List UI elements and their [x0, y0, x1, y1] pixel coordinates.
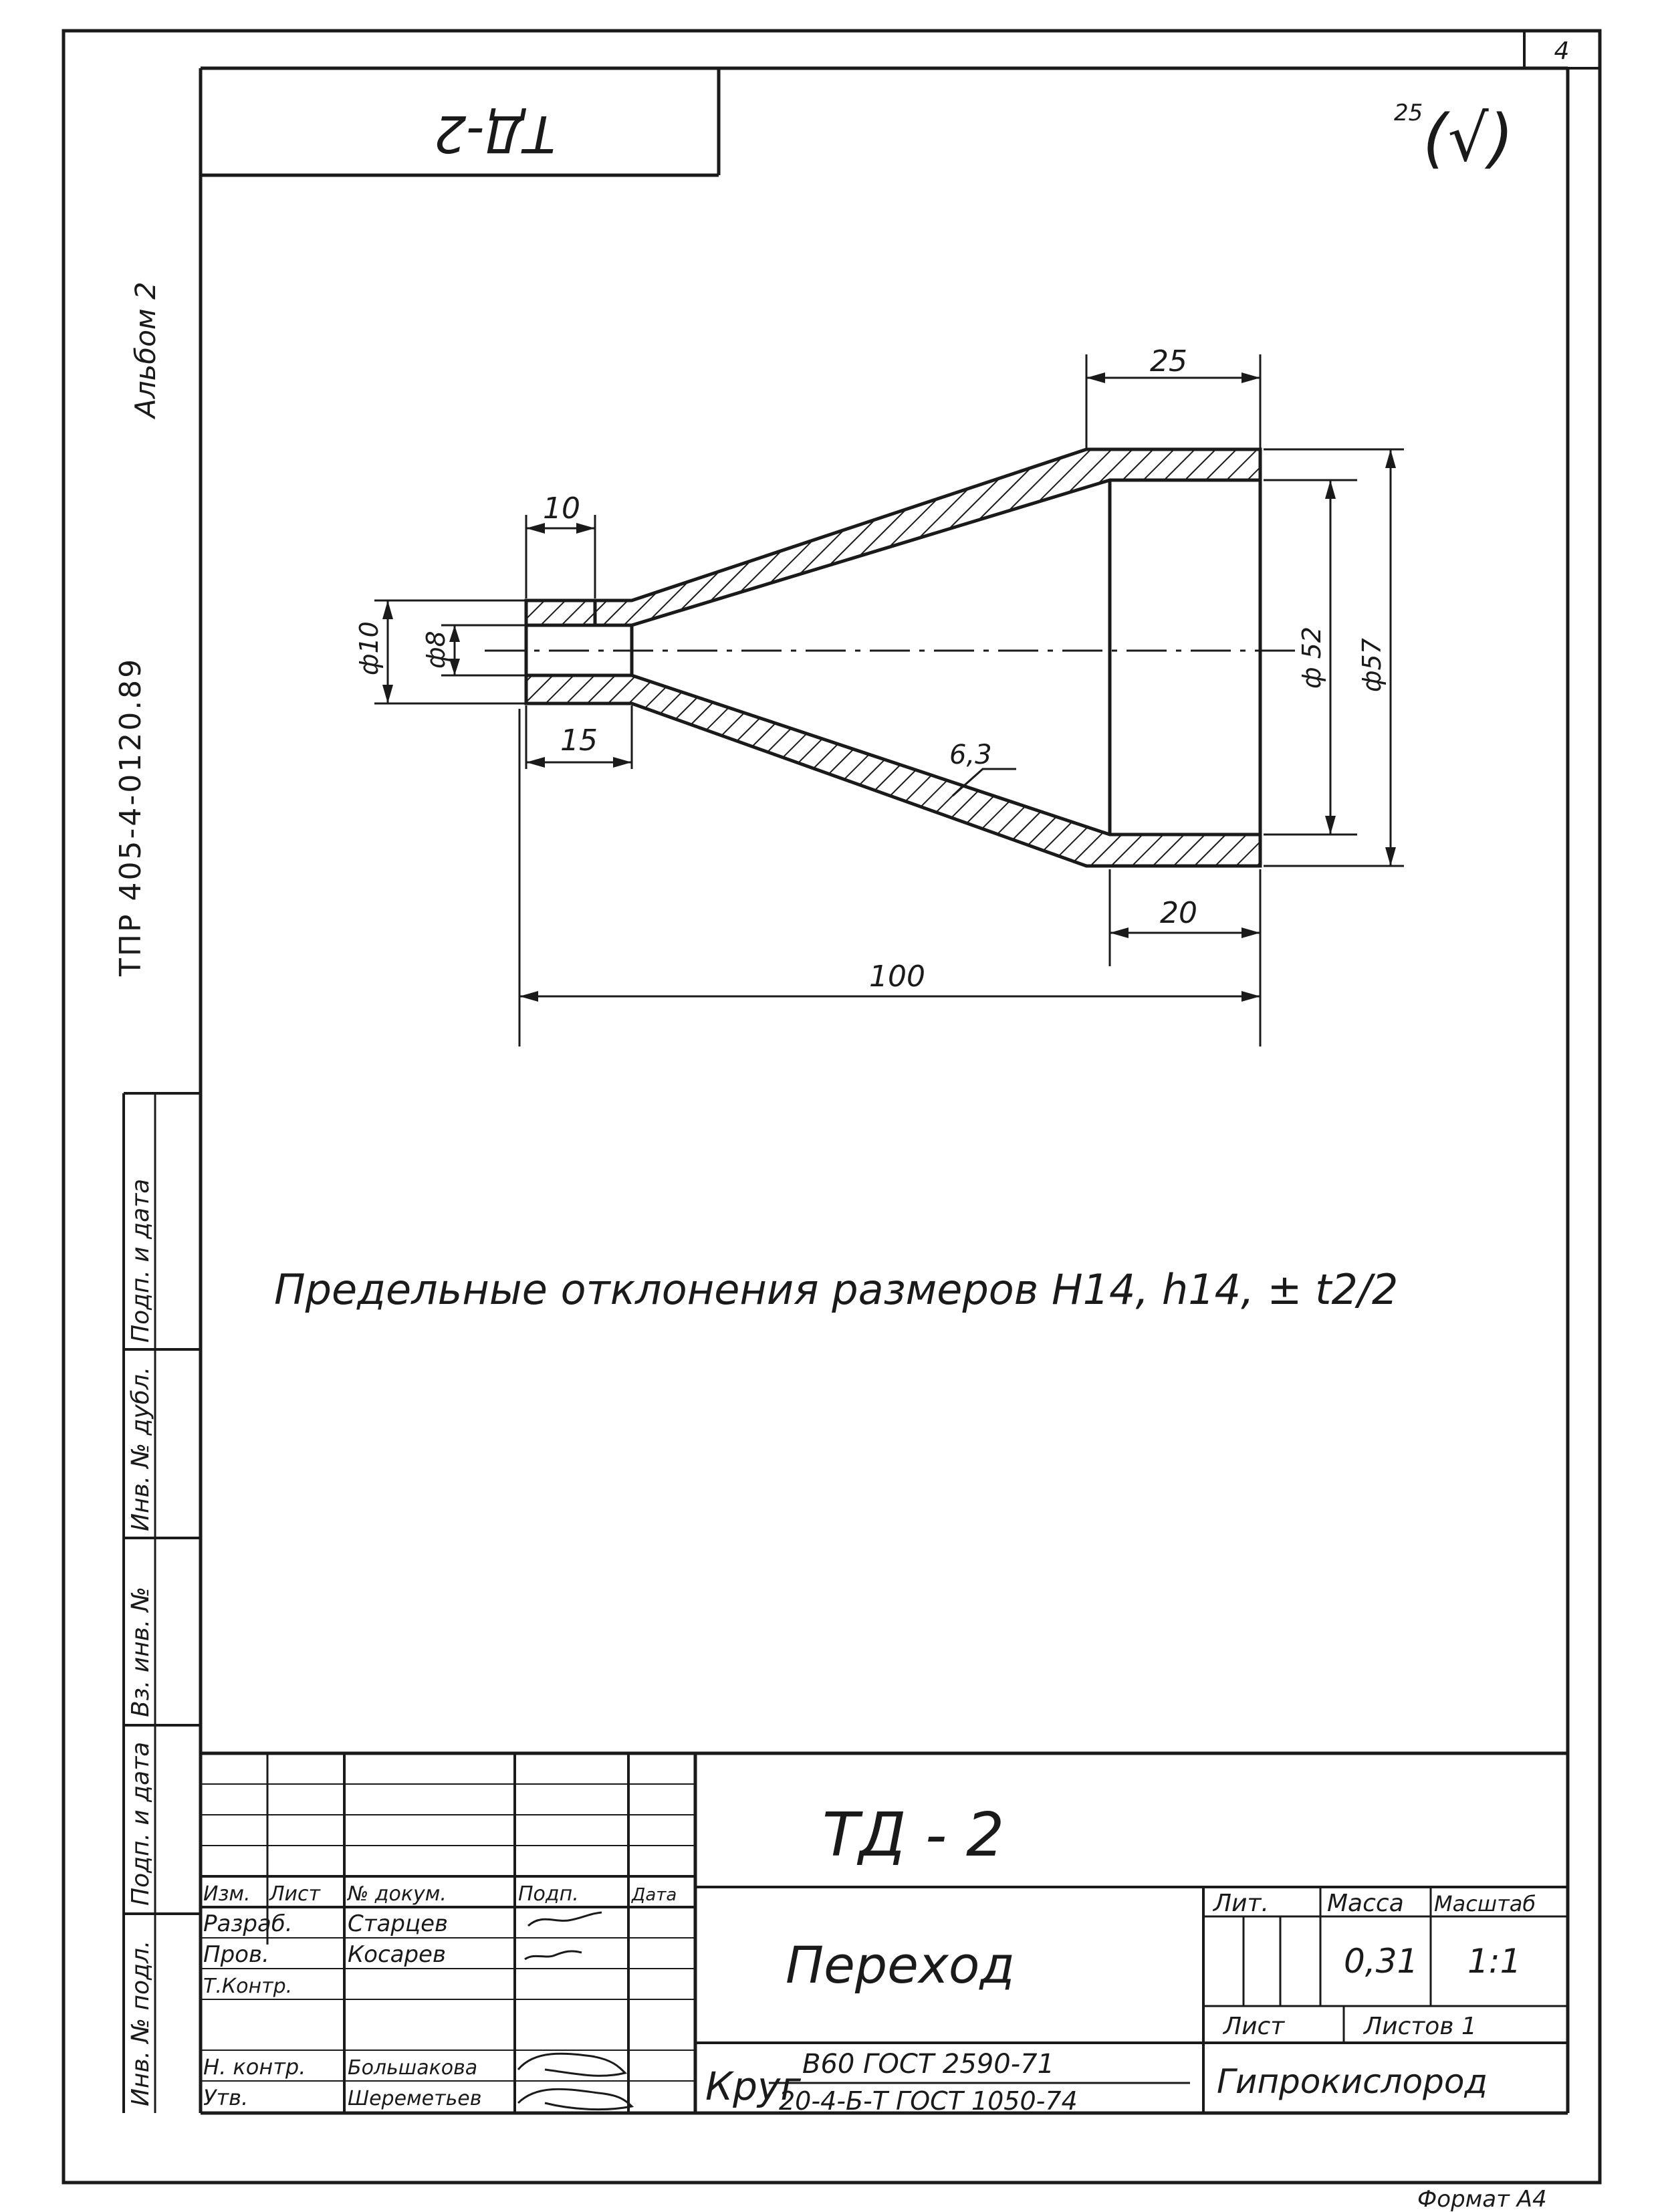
- format-label: Формат А4: [1417, 2186, 1547, 2212]
- side-label-inv-podl: Инв. № подл.: [127, 1940, 154, 2106]
- roughness-wall: 6,3: [949, 740, 992, 770]
- name-nkontr: Большакова: [348, 2056, 478, 2080]
- side-label-inv-dubl: Инв. № дубл.: [127, 1366, 154, 1531]
- role-tkontr: Т.Контр.: [203, 1975, 293, 1998]
- name-prov: Косарев: [348, 1941, 447, 1968]
- hdr-izm: Изм.: [203, 1882, 251, 1906]
- scale-label: Масштаб: [1434, 1891, 1536, 1916]
- sheet-label: Лист: [1223, 2013, 1285, 2040]
- part-name: Переход: [786, 1935, 1015, 1995]
- dim-100: 100: [869, 960, 925, 994]
- dim-d8: ф8: [421, 631, 451, 669]
- side-label-vz-inv: Вз. инв. №: [127, 1586, 154, 1717]
- scale-value: 1:1: [1467, 1942, 1522, 1981]
- side-label-podp-data-1: Подп. и дата: [127, 1741, 154, 1906]
- material-bottom: 20-4-Б-Т ГОСТ 1050-74: [779, 2086, 1078, 2116]
- album-label: Альбом 2: [129, 282, 162, 418]
- project-code: ТПР 405-4-0120.89: [114, 657, 148, 976]
- mirrored-stamp: ТД-2: [434, 104, 556, 164]
- dim-20: 20: [1160, 896, 1197, 930]
- roughness-value: 25: [1394, 100, 1423, 126]
- dim-15: 15: [560, 724, 598, 758]
- role-razrab: Разраб.: [203, 1910, 293, 1937]
- sheet-number: 4: [1554, 37, 1570, 65]
- part-section: [485, 449, 1304, 866]
- dimension-labels: [354, 344, 1387, 994]
- hdr-sign: Подп.: [518, 1882, 579, 1906]
- role-prov: Пров.: [203, 1941, 269, 1968]
- name-razrab: Старцев: [348, 1910, 449, 1937]
- organization: Гипрокислород: [1217, 2062, 1488, 2101]
- material-top: В60 ГОСТ 2590-71: [802, 2049, 1055, 2080]
- dim-d10: ф10: [354, 621, 384, 675]
- role-utv: Утв.: [203, 2085, 249, 2110]
- mass-value: 0,31: [1344, 1942, 1419, 1981]
- roughness-symbol: (√): [1423, 101, 1514, 176]
- tolerance-note: Предельные отклонения размеров Н14, h14, ± t2/2: [274, 1265, 1399, 1314]
- role-nkontr: Н. контр.: [203, 2054, 306, 2080]
- name-utv: Шереметьев: [348, 2087, 482, 2110]
- sheets-label: Листов 1: [1364, 2013, 1477, 2040]
- dim-d52: ф 52: [1297, 627, 1326, 689]
- hdr-list: Лист: [269, 1882, 321, 1906]
- signatures: [518, 1912, 632, 2110]
- designation: ТД - 2: [822, 1800, 1005, 1870]
- mass-label: Масса: [1327, 1890, 1404, 1917]
- material-prefix: Круг: [705, 2064, 801, 2109]
- hdr-date: Дата: [632, 1885, 677, 1905]
- side-label-podp-data-2: Подп. и дата: [127, 1178, 154, 1343]
- dim-10: 10: [543, 491, 580, 526]
- lit-label: Лит.: [1213, 1890, 1269, 1917]
- dim-d57: ф57: [1357, 638, 1387, 692]
- hdr-doc: № докум.: [348, 1882, 447, 1906]
- dim-25: 25: [1150, 344, 1187, 378]
